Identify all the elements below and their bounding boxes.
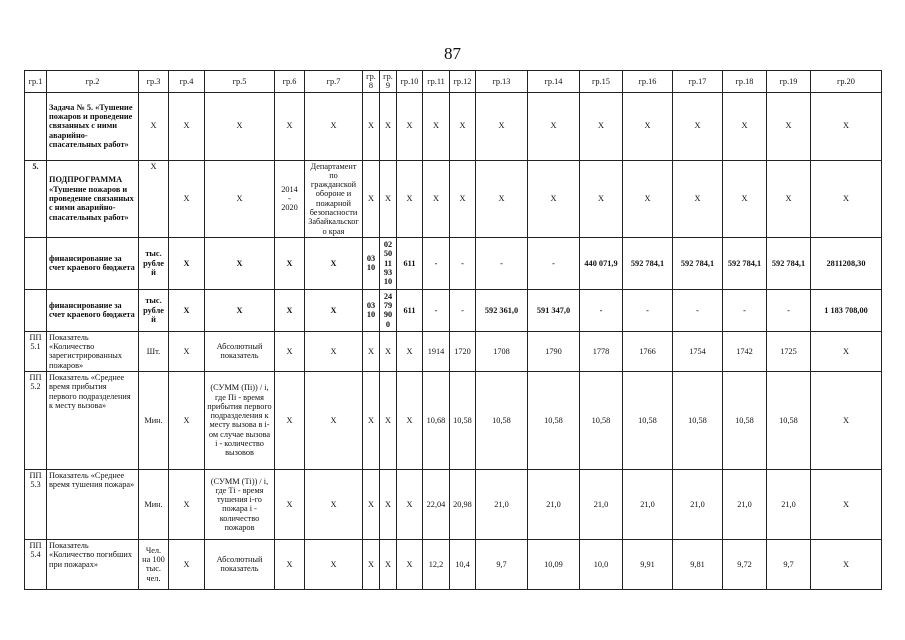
section-code-cell — [363, 237, 380, 289]
table-cell: 21,0 — [476, 469, 528, 539]
target-code-part: 24 — [383, 291, 393, 301]
formula-cell: (СУММ (Пi)) / i, где Пi - время прибытия первого подразделения к месту вызова в i-ом случае вызова i - количество вызовов — [205, 371, 275, 469]
section-code-part: 03 — [366, 301, 376, 311]
table-cell: X — [305, 237, 363, 289]
name-cell: финансирование за счет краевого бюджета — [47, 289, 139, 331]
row-number-cell — [25, 237, 47, 289]
table-cell: 10,09 — [528, 539, 580, 589]
table-cell: X — [169, 331, 205, 371]
table-cell: X — [380, 469, 397, 539]
table-cell: X — [476, 160, 528, 237]
section-code-part: 10 — [366, 263, 376, 273]
table-cell: X — [623, 92, 673, 160]
table-cell: 20,98 — [450, 469, 476, 539]
header-cell: гр.8 — [363, 71, 380, 93]
table-cell: 1742 — [723, 331, 767, 371]
table-cell: X — [767, 92, 811, 160]
table-cell: тыс. рублей — [139, 237, 169, 289]
table-cell: X — [811, 160, 882, 237]
table-cell: X — [811, 469, 882, 539]
table-row — [25, 331, 882, 371]
target-code-part: 90 — [383, 310, 393, 320]
table-cell: X — [205, 160, 275, 237]
table-cell: 10,58 — [673, 371, 723, 469]
header-cell: гр.4 — [169, 71, 205, 93]
table-cell: X — [275, 289, 305, 331]
table-row — [25, 469, 882, 539]
header-cell: гр.16 — [623, 71, 673, 93]
table-cell: X — [305, 371, 363, 469]
table-cell: - — [450, 237, 476, 289]
table-cell: X — [169, 160, 205, 237]
table-cell: X — [169, 92, 205, 160]
table-cell: X — [423, 92, 450, 160]
table-cell: - — [673, 289, 723, 331]
table-cell: - — [423, 237, 450, 289]
table-cell: X — [305, 539, 363, 589]
table-cell: X — [580, 92, 623, 160]
target-code-part: 02 — [383, 240, 393, 250]
table-cell: 1766 — [623, 331, 673, 371]
table-cell: X — [450, 160, 476, 237]
table-cell: Абсолютный показатель — [205, 539, 275, 589]
table-cell: - — [423, 289, 450, 331]
table-cell: 10,58 — [580, 371, 623, 469]
table-cell: 1725 — [767, 331, 811, 371]
table-cell: X — [723, 160, 767, 237]
header-cell: гр.20 — [811, 71, 882, 93]
table-cell: X — [363, 331, 380, 371]
table-cell: X — [397, 92, 423, 160]
row-number-cell: ПП 5.3 — [25, 469, 47, 539]
header-cell: гр.3 — [139, 71, 169, 93]
table-cell: 1778 — [580, 331, 623, 371]
header-row — [25, 71, 882, 93]
header-cell: гр.11 — [423, 71, 450, 93]
table-cell: X — [275, 371, 305, 469]
row-number-cell: 5. — [25, 160, 47, 237]
header-cell: гр.13 — [476, 71, 528, 93]
row-number-cell — [25, 92, 47, 160]
target-code-cell — [380, 289, 397, 331]
table-cell: X — [380, 160, 397, 237]
table-cell: X — [169, 371, 205, 469]
target-code-part: 0 — [385, 319, 391, 329]
table-cell: 10,58 — [767, 371, 811, 469]
target-code-cell — [380, 237, 397, 289]
header-cell: гр.2 — [47, 71, 139, 93]
target-code-part: 50 — [383, 249, 393, 259]
table-cell: - — [528, 237, 580, 289]
table-cell: X — [397, 331, 423, 371]
table-cell: 9,72 — [723, 539, 767, 589]
table-cell: 21,0 — [580, 469, 623, 539]
name-cell: Показатель «Среднее время тушения пожара» — [47, 469, 139, 539]
program-table — [24, 70, 882, 590]
table-row — [25, 160, 882, 237]
table-cell: - — [476, 237, 528, 289]
table-cell: X — [363, 92, 380, 160]
table-cell: X — [275, 539, 305, 589]
table-cell: X — [811, 371, 882, 469]
table-cell: - — [580, 289, 623, 331]
table-row — [25, 237, 882, 289]
table-cell: X — [139, 92, 169, 160]
table-cell: X — [205, 237, 275, 289]
table-cell: 592 784,1 — [723, 237, 767, 289]
table-cell: X — [397, 539, 423, 589]
period-end: 2020 — [281, 203, 298, 213]
table-cell: 1 183 708,00 — [811, 289, 882, 331]
name-cell: Показатель «Количество погибших при пожарах» — [47, 539, 139, 589]
table-cell: X — [380, 331, 397, 371]
name-cell: Показатель «Количество зарегистрированных пожаров» — [47, 331, 139, 371]
period-dash: - — [288, 194, 291, 204]
table-cell: X — [205, 92, 275, 160]
row-number-cell: ПП 5.1 — [25, 331, 47, 371]
table-cell: 1708 — [476, 331, 528, 371]
table-cell: 12,2 — [423, 539, 450, 589]
table-cell: - — [767, 289, 811, 331]
table-cell: X — [363, 469, 380, 539]
table-cell: 10,58 — [476, 371, 528, 469]
table-cell: 21,0 — [623, 469, 673, 539]
table-cell: Чел. на 100 тыс. чел. — [139, 539, 169, 589]
table-cell: 21,0 — [723, 469, 767, 539]
table-cell: 21,0 — [528, 469, 580, 539]
table-cell: 10,68 — [423, 371, 450, 469]
table-cell: 10,58 — [623, 371, 673, 469]
table-cell: X — [380, 371, 397, 469]
table-cell: 10,0 — [580, 539, 623, 589]
table-cell: X — [169, 289, 205, 331]
table-cell: X — [476, 92, 528, 160]
table-cell: 10,58 — [528, 371, 580, 469]
table-cell: X — [450, 92, 476, 160]
table-cell: X — [723, 92, 767, 160]
table-cell: X — [397, 160, 423, 237]
table-cell: X — [275, 469, 305, 539]
table-cell: X — [673, 92, 723, 160]
header-cell: гр.10 — [397, 71, 423, 93]
table-cell: X — [305, 289, 363, 331]
table-cell: X — [275, 331, 305, 371]
row-number-cell: ПП 5.2 — [25, 371, 47, 469]
table-cell: X — [169, 539, 205, 589]
period-cell — [275, 160, 305, 237]
table-cell: X — [623, 160, 673, 237]
row-number-cell: ПП 5.4 — [25, 539, 47, 589]
header-cell: гр.5 — [205, 71, 275, 93]
table-cell: X — [380, 92, 397, 160]
section-code-part: 10 — [366, 310, 376, 320]
table-cell: 1720 — [450, 331, 476, 371]
table-cell: 440 071,9 — [580, 237, 623, 289]
table-row — [25, 371, 882, 469]
target-code-part: 93 — [383, 267, 393, 277]
table-cell: 10,4 — [450, 539, 476, 589]
table-cell: 21,0 — [767, 469, 811, 539]
table-cell: X — [305, 92, 363, 160]
header-cell: гр.17 — [673, 71, 723, 93]
table-cell: X — [811, 539, 882, 589]
name-cell: Задача № 5. «Тушение пожаров и проведение связанных с ними аварийно-спасательных работ» — [47, 92, 139, 160]
period-start: 2014 — [281, 184, 298, 194]
table-cell: X — [169, 469, 205, 539]
table-cell: 9,81 — [673, 539, 723, 589]
name-cell: Показатель «Среднее время прибытия первого подразделения к месту вызова» — [47, 371, 139, 469]
table-cell: X — [139, 160, 169, 237]
table-cell: 9,91 — [623, 539, 673, 589]
table-cell: X — [397, 371, 423, 469]
section-code-cell — [363, 289, 380, 331]
table-cell: X — [205, 289, 275, 331]
header-cell: гр.15 — [580, 71, 623, 93]
header-cell: гр.1 — [25, 71, 47, 93]
table-cell: X — [397, 469, 423, 539]
table-cell: 9,7 — [476, 539, 528, 589]
header-cell: гр.19 — [767, 71, 811, 93]
table-cell: X — [169, 237, 205, 289]
table-cell: X — [580, 160, 623, 237]
table-cell: - — [623, 289, 673, 331]
table-cell: X — [528, 160, 580, 237]
table-cell: X — [811, 92, 882, 160]
table-row — [25, 539, 882, 589]
table-cell: X — [767, 160, 811, 237]
table-cell: X — [423, 160, 450, 237]
table-cell: X — [305, 469, 363, 539]
table-cell: тыс. рублей — [139, 289, 169, 331]
table-cell: 21,0 — [673, 469, 723, 539]
page-number: 87 — [444, 44, 461, 63]
header-cell: гр.7 — [305, 71, 363, 93]
table-cell: Мин. — [139, 469, 169, 539]
table-cell: 592 784,1 — [623, 237, 673, 289]
table-cell: - — [450, 289, 476, 331]
table-cell: X — [363, 160, 380, 237]
table-cell: 2811208,30 — [811, 237, 882, 289]
table-cell: 611 — [397, 289, 423, 331]
responsible-cell: Департамент по гражданской обороне и пожарной безопасности Забайкальского края — [305, 160, 363, 237]
row-number-cell — [25, 289, 47, 331]
table-cell: 592 361,0 — [476, 289, 528, 331]
table-cell: X — [363, 539, 380, 589]
section-code-part: 03 — [366, 254, 376, 264]
table-cell: 10,58 — [723, 371, 767, 469]
table-cell: X — [275, 237, 305, 289]
header-cell: гр.9 — [380, 71, 397, 93]
table-cell: 10,58 — [450, 371, 476, 469]
name-cell: финансирование за счет краевого бюджета — [47, 237, 139, 289]
table-cell: 1754 — [673, 331, 723, 371]
table-row — [25, 289, 882, 331]
target-code-part: 10 — [383, 277, 393, 287]
table-cell: 1914 — [423, 331, 450, 371]
table-cell: X — [528, 92, 580, 160]
target-code-part: 79 — [383, 301, 393, 311]
table-cell: 592 784,1 — [767, 237, 811, 289]
table-cell: X — [305, 331, 363, 371]
target-code-part: 11 — [384, 258, 392, 268]
table-cell: - — [723, 289, 767, 331]
table-cell: 9,7 — [767, 539, 811, 589]
table-cell: 592 784,1 — [673, 237, 723, 289]
table-cell: Мин. — [139, 371, 169, 469]
header-cell: гр.18 — [723, 71, 767, 93]
table-cell: X — [363, 371, 380, 469]
table-cell: X — [380, 539, 397, 589]
header-cell: гр.6 — [275, 71, 305, 93]
table-cell: 1790 — [528, 331, 580, 371]
table-cell: X — [275, 92, 305, 160]
table-cell: Абсолютный показатель — [205, 331, 275, 371]
header-cell: гр.14 — [528, 71, 580, 93]
name-cell: ПОДПРОГРАММА «Тушение пожаров и проведение связанных с ними аварийно-спасательных работ» — [47, 160, 139, 237]
formula-cell: (СУММ (Тi)) / i, где Тi - время тушения i-го пожара i - количество пожаров — [205, 469, 275, 539]
table-row — [25, 92, 882, 160]
table-cell: Шт. — [139, 331, 169, 371]
table-cell: X — [673, 160, 723, 237]
table-cell: 611 — [397, 237, 423, 289]
table-cell: 591 347,0 — [528, 289, 580, 331]
header-cell: гр.12 — [450, 71, 476, 93]
table-cell: 22,04 — [423, 469, 450, 539]
table-cell: X — [811, 331, 882, 371]
